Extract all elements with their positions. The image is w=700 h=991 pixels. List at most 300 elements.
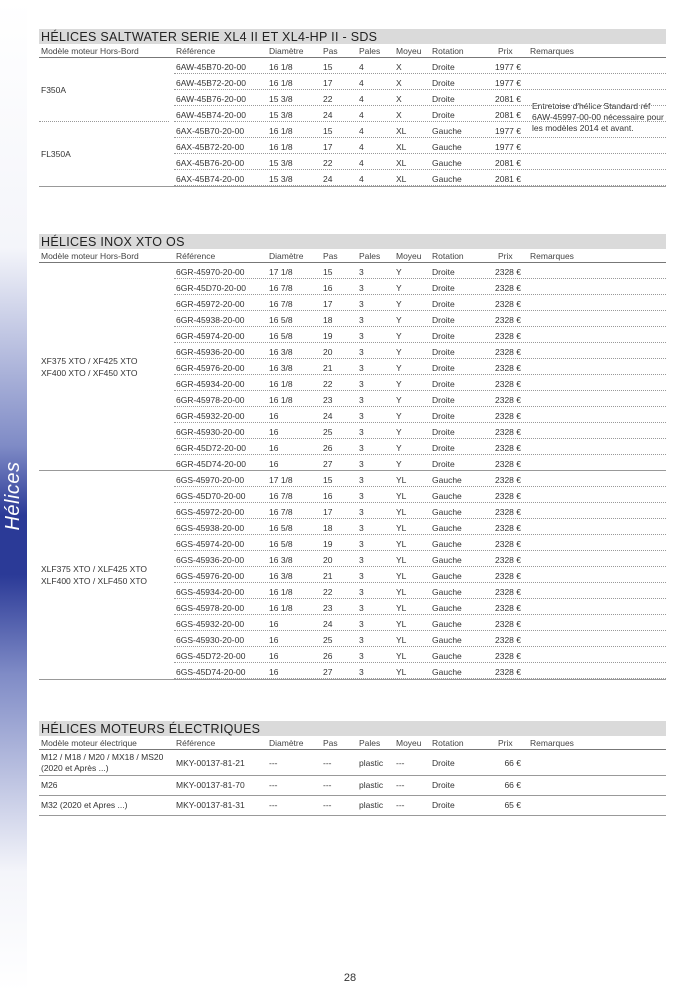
cell-price: 2328 €	[495, 459, 521, 469]
cell-price: 2328 €	[495, 315, 521, 325]
cell-hub: YL	[396, 571, 407, 581]
table-header	[39, 736, 666, 750]
cell-price: 2328 €	[495, 427, 521, 437]
cell-blades: 3	[359, 555, 364, 565]
cell-price: 2328 €	[495, 395, 521, 405]
model-name: XLF375 XTO / XLF425 XTO	[41, 564, 147, 574]
model-name: XF400 XTO / XF450 XTO	[41, 368, 138, 378]
cell-hub: Y	[396, 395, 402, 405]
cell-hub: YL	[396, 555, 407, 565]
header-diameter: Diamètre	[269, 46, 304, 56]
cell-pitch: ---	[323, 800, 332, 810]
cell-price: 2328 €	[495, 363, 521, 373]
table-row	[39, 311, 666, 327]
cell-price: 2328 €	[495, 379, 521, 389]
model-name: XF375 XTO / XF425 XTO	[41, 356, 138, 366]
cell-diameter: ---	[269, 758, 278, 768]
cell-hub: YL	[396, 619, 407, 629]
cell-pitch: 22	[323, 94, 333, 104]
cell-diameter: 16	[269, 619, 279, 629]
cell-hub: Y	[396, 459, 402, 469]
cell-pitch: 23	[323, 395, 333, 405]
cell-hub: X	[396, 78, 402, 88]
cell-reference: 6GS-45932-20-00	[176, 619, 245, 629]
table-row	[39, 154, 666, 170]
cell-hub: Y	[396, 331, 402, 341]
cell-diameter: 16 7/8	[269, 507, 293, 517]
table-row	[39, 439, 666, 455]
table-body	[39, 263, 666, 679]
cell-diameter: 16 1/8	[269, 587, 293, 597]
model-cell	[41, 752, 163, 774]
cell-price: 2328 €	[495, 491, 521, 501]
cell-pitch: ---	[323, 758, 332, 768]
cell-reference: 6GR-45972-20-00	[176, 299, 245, 309]
cell-price: 2328 €	[495, 283, 521, 293]
cell-reference: 6GS-45D72-20-00	[176, 651, 246, 661]
table-row	[39, 375, 666, 391]
table-bottom-rule	[39, 679, 666, 680]
header-remarks: Remarques	[530, 738, 574, 748]
cell-diameter: 17 1/8	[269, 267, 293, 277]
cell-hub: YL	[396, 491, 407, 501]
header-hub: Moyeu	[396, 251, 422, 261]
cell-hub: Y	[396, 267, 402, 277]
cell-rotation: Droite	[432, 110, 455, 120]
remark-text: Entretoise d'hélice Standard réf 6AW-45997-00-00 nécessaire pour les modèles 2014 et avant.	[532, 101, 664, 133]
table-body	[39, 58, 666, 186]
cell-reference: 6GS-45970-20-00	[176, 475, 245, 485]
cell-rotation: Droite	[432, 427, 455, 437]
cell-pitch: 24	[323, 110, 333, 120]
table-row	[39, 455, 666, 471]
cell-reference: MKY-00137-81-31	[176, 800, 245, 810]
cell-reference: MKY-00137-81-70	[176, 780, 245, 790]
cell-diameter: 16	[269, 651, 279, 661]
table-row	[39, 106, 666, 122]
cell-pitch: 22	[323, 587, 333, 597]
cell-reference: 6AW-45B70-20-00	[176, 62, 246, 72]
model-name: F350A	[41, 85, 67, 95]
cell-rotation: Droite	[432, 283, 455, 293]
cell-reference: 6AW-45B72-20-00	[176, 78, 246, 88]
cell-reference: 6GS-45976-20-00	[176, 571, 245, 581]
cell-rotation: Gauche	[432, 619, 462, 629]
section-title: HÉLICES SALTWATER SERIE XL4 II ET XL4-HP II - SDS	[39, 29, 666, 44]
cell-diameter: 15 3/8	[269, 94, 293, 104]
table-row	[39, 599, 666, 615]
cell-price: 2328 €	[495, 619, 521, 629]
table-row	[39, 647, 666, 663]
header-blades: Pales	[359, 251, 381, 261]
cell-rotation: Gauche	[432, 126, 462, 136]
cell-blades: 3	[359, 347, 364, 357]
section-inox-xto	[39, 234, 666, 679]
cell-diameter: 16 1/8	[269, 126, 293, 136]
cell-blades: 4	[359, 142, 364, 152]
table-row	[39, 487, 666, 503]
cell-pitch: 24	[323, 411, 333, 421]
table-row	[39, 631, 666, 647]
cell-pitch: 16	[323, 491, 333, 501]
cell-diameter: 16	[269, 667, 279, 677]
table-header	[39, 249, 666, 263]
cell-rotation: Gauche	[432, 523, 462, 533]
header-hub: Moyeu	[396, 738, 422, 748]
cell-blades: 3	[359, 411, 364, 421]
cell-rotation: Droite	[432, 267, 455, 277]
cell-blades: 3	[359, 267, 364, 277]
table-row	[39, 74, 666, 90]
table-row	[39, 359, 666, 375]
cell-rotation: Droite	[432, 94, 455, 104]
header-rotation: Rotation	[432, 46, 464, 56]
cell-diameter: 16 1/8	[269, 78, 293, 88]
model-cell	[41, 800, 127, 811]
cell-pitch: 21	[323, 571, 333, 581]
cell-reference: 6GR-45936-20-00	[176, 347, 245, 357]
cell-hub: X	[396, 110, 402, 120]
header-remarks: Remarques	[530, 251, 574, 261]
cell-diameter: 16 3/8	[269, 363, 293, 373]
header-reference: Référence	[176, 738, 216, 748]
cell-pitch: 17	[323, 142, 333, 152]
cell-blades: 3	[359, 523, 364, 533]
table-row	[39, 663, 666, 679]
cell-pitch: 25	[323, 635, 333, 645]
cell-pitch: 25	[323, 427, 333, 437]
cell-rotation: Gauche	[432, 635, 462, 645]
cell-hub: YL	[396, 603, 407, 613]
cell-price: 1977 €	[495, 62, 521, 72]
cell-diameter: 17 1/8	[269, 475, 293, 485]
header-price: Prix	[498, 738, 513, 748]
cell-hub: Y	[396, 443, 402, 453]
cell-rotation: Gauche	[432, 507, 462, 517]
model-name: XLF400 XTO / XLF450 XTO	[41, 576, 147, 586]
cell-rotation: Gauche	[432, 571, 462, 581]
cell-rotation: Gauche	[432, 651, 462, 661]
cell-price: 2328 €	[495, 299, 521, 309]
cell-blades: 3	[359, 619, 364, 629]
table-row	[39, 90, 666, 106]
cell-blades: 4	[359, 126, 364, 136]
table-row	[39, 295, 666, 311]
cell-pitch: 19	[323, 331, 333, 341]
section-electric	[39, 721, 666, 816]
cell-price: 2328 €	[495, 667, 521, 677]
header-model: Modèle moteur Hors-Bord	[41, 46, 139, 56]
table-row	[39, 551, 666, 567]
cell-rotation: Droite	[432, 459, 455, 469]
cell-reference: 6GR-45978-20-00	[176, 395, 245, 405]
cell-reference: 6GR-45970-20-00	[176, 267, 245, 277]
cell-rotation: Droite	[432, 411, 455, 421]
cell-rotation: Droite	[432, 363, 455, 373]
cell-diameter: 16 1/8	[269, 62, 293, 72]
cell-hub: X	[396, 62, 402, 72]
table-row	[39, 58, 666, 74]
table-row	[39, 535, 666, 551]
cell-price: 2328 €	[495, 651, 521, 661]
header-model: Modèle moteur électrique	[41, 738, 137, 748]
header-rotation: Rotation	[432, 251, 464, 261]
cell-blades: 3	[359, 443, 364, 453]
cell-blades: 3	[359, 475, 364, 485]
cell-price: 66 €	[504, 758, 521, 768]
header-model: Modèle moteur Hors-Bord	[41, 251, 139, 261]
table-row	[39, 327, 666, 343]
section-saltwater	[39, 29, 666, 186]
cell-diameter: 16 3/8	[269, 555, 293, 565]
cell-blades: 3	[359, 331, 364, 341]
cell-pitch: 15	[323, 267, 333, 277]
cell-pitch: 22	[323, 158, 333, 168]
cell-reference: 6GR-45D70-20-00	[176, 283, 246, 293]
cell-reference: 6GR-45D74-20-00	[176, 459, 246, 469]
cell-reference: 6GR-45D72-20-00	[176, 443, 246, 453]
cell-pitch: 17	[323, 78, 333, 88]
cell-reference: 6AX-45B72-20-00	[176, 142, 245, 152]
cell-reference: 6AX-45B76-20-00	[176, 158, 245, 168]
cell-hub: X	[396, 94, 402, 104]
cell-blades: 3	[359, 395, 364, 405]
cell-reference: 6GS-45930-20-00	[176, 635, 245, 645]
header-pitch: Pas	[323, 46, 338, 56]
cell-reference: 6GS-45938-20-00	[176, 523, 245, 533]
table-row	[39, 503, 666, 519]
cell-pitch: 22	[323, 379, 333, 389]
cell-rotation: Droite	[432, 331, 455, 341]
cell-reference: 6GR-45974-20-00	[176, 331, 245, 341]
cell-diameter: 16 7/8	[269, 283, 293, 293]
table-row	[39, 423, 666, 439]
cell-hub: YL	[396, 539, 407, 549]
table-row	[39, 796, 666, 816]
cell-blades: 3	[359, 379, 364, 389]
cell-blades: 4	[359, 158, 364, 168]
cell-hub: XL	[396, 158, 407, 168]
cell-price: 2081 €	[495, 94, 521, 104]
header-rotation: Rotation	[432, 738, 464, 748]
sidebar-label: Hélices	[2, 461, 24, 531]
cell-rotation: Droite	[432, 800, 455, 810]
cell-blades: 3	[359, 571, 364, 581]
cell-reference: 6GR-45934-20-00	[176, 379, 245, 389]
table-row	[39, 750, 666, 776]
cell-hub: ---	[396, 800, 405, 810]
cell-pitch: 16	[323, 283, 333, 293]
cell-blades: plastic	[359, 780, 384, 790]
cell-diameter: 16	[269, 411, 279, 421]
cell-diameter: 16 3/8	[269, 571, 293, 581]
cell-price: 2328 €	[495, 635, 521, 645]
table-row	[39, 407, 666, 423]
cell-rotation: Droite	[432, 62, 455, 72]
cell-reference: 6GS-45978-20-00	[176, 603, 245, 613]
cell-price: 2328 €	[495, 443, 521, 453]
cell-price: 1977 €	[495, 142, 521, 152]
cell-hub: YL	[396, 507, 407, 517]
model-name: (2020 et Après ...)	[41, 763, 109, 773]
cell-pitch: 26	[323, 651, 333, 661]
cell-hub: YL	[396, 667, 407, 677]
cell-reference: 6GS-45D70-20-00	[176, 491, 246, 501]
cell-rotation: Droite	[432, 78, 455, 88]
cell-price: 2081 €	[495, 174, 521, 184]
cell-diameter: 16	[269, 427, 279, 437]
model-name: M32 (2020 et Apres ...)	[41, 800, 128, 810]
cell-pitch: 20	[323, 555, 333, 565]
cell-rotation: Droite	[432, 443, 455, 453]
cell-reference: 6GS-45D74-20-00	[176, 667, 246, 677]
cell-pitch: 17	[323, 507, 333, 517]
cell-hub: Y	[396, 379, 402, 389]
table-row	[39, 170, 666, 186]
header-hub: Moyeu	[396, 46, 422, 56]
cell-reference: 6GS-45974-20-00	[176, 539, 245, 549]
cell-blades: 3	[359, 459, 364, 469]
cell-rotation: Droite	[432, 347, 455, 357]
table-row	[39, 138, 666, 154]
cell-diameter: 16 5/8	[269, 331, 293, 341]
table-row	[39, 122, 666, 138]
table-row	[39, 567, 666, 583]
cell-reference: 6GS-45936-20-00	[176, 555, 245, 565]
cell-blades: 4	[359, 110, 364, 120]
cell-blades: plastic	[359, 758, 384, 768]
cell-blades: 3	[359, 507, 364, 517]
cell-blades: 3	[359, 299, 364, 309]
table-row	[39, 263, 666, 279]
cell-price: 2328 €	[495, 411, 521, 421]
cell-pitch: 15	[323, 62, 333, 72]
header-price: Prix	[498, 251, 513, 261]
section-title: HÉLICES MOTEURS ÉLECTRIQUES	[39, 721, 666, 736]
cell-rotation: Gauche	[432, 539, 462, 549]
cell-pitch: 24	[323, 174, 333, 184]
cell-blades: 4	[359, 174, 364, 184]
cell-reference: 6AW-45B74-20-00	[176, 110, 246, 120]
cell-diameter: 16 1/8	[269, 379, 293, 389]
cell-pitch: 27	[323, 667, 333, 677]
cell-blades: 3	[359, 587, 364, 597]
table-row	[39, 391, 666, 407]
header-reference: Référence	[176, 251, 216, 261]
header-pitch: Pas	[323, 738, 338, 748]
cell-rotation: Droite	[432, 758, 455, 768]
page-number: 28	[343, 972, 357, 984]
cell-price: 2081 €	[495, 110, 521, 120]
cell-blades: 4	[359, 78, 364, 88]
cell-blades: plastic	[359, 800, 384, 810]
cell-hub: YL	[396, 587, 407, 597]
cell-pitch: 20	[323, 347, 333, 357]
cell-pitch: 27	[323, 459, 333, 469]
table-row	[39, 519, 666, 535]
header-diameter: Diamètre	[269, 251, 304, 261]
cell-reference: MKY-00137-81-21	[176, 758, 245, 768]
cell-blades: 3	[359, 283, 364, 293]
table-header	[39, 44, 666, 58]
cell-blades: 3	[359, 651, 364, 661]
header-blades: Pales	[359, 738, 381, 748]
cell-diameter: 15 3/8	[269, 110, 293, 120]
cell-rotation: Gauche	[432, 587, 462, 597]
section-title: HÉLICES INOX XTO OS	[39, 234, 666, 249]
cell-pitch: 23	[323, 603, 333, 613]
cell-reference: 6GS-45972-20-00	[176, 507, 245, 517]
cell-blades: 3	[359, 539, 364, 549]
cell-diameter: 16	[269, 635, 279, 645]
cell-hub: YL	[396, 635, 407, 645]
cell-rotation: Droite	[432, 315, 455, 325]
sidebar-band	[0, 0, 27, 991]
header-reference: Référence	[176, 46, 216, 56]
cell-diameter: 15 3/8	[269, 174, 293, 184]
cell-rotation: Droite	[432, 379, 455, 389]
cell-hub: ---	[396, 780, 405, 790]
cell-price: 2328 €	[495, 571, 521, 581]
cell-diameter: 16 5/8	[269, 523, 293, 533]
cell-hub: XL	[396, 174, 407, 184]
cell-diameter: 16	[269, 459, 279, 469]
cell-hub: Y	[396, 283, 402, 293]
cell-hub: YL	[396, 651, 407, 661]
cell-diameter: 16 1/8	[269, 603, 293, 613]
cell-reference: 6GS-45934-20-00	[176, 587, 245, 597]
cell-price: 2328 €	[495, 475, 521, 485]
cell-pitch: 18	[323, 315, 333, 325]
model-name: FL350A	[41, 149, 71, 159]
cell-blades: 3	[359, 315, 364, 325]
cell-reference: 6GR-45930-20-00	[176, 427, 245, 437]
cell-price: 2081 €	[495, 158, 521, 168]
cell-price: 2328 €	[495, 555, 521, 565]
header-diameter: Diamètre	[269, 738, 304, 748]
table-body	[39, 750, 666, 816]
cell-rotation: Gauche	[432, 142, 462, 152]
table-row	[39, 776, 666, 796]
cell-blades: 3	[359, 667, 364, 677]
cell-blades: 3	[359, 363, 364, 373]
cell-hub: ---	[396, 758, 405, 768]
cell-diameter: ---	[269, 800, 278, 810]
cell-pitch: 19	[323, 539, 333, 549]
cell-pitch: 18	[323, 523, 333, 533]
model-name: M26	[41, 780, 58, 790]
cell-blades: 3	[359, 603, 364, 613]
table-row	[39, 615, 666, 631]
cell-pitch: ---	[323, 780, 332, 790]
header-remarks: Remarques	[530, 46, 574, 56]
cell-rotation: Droite	[432, 299, 455, 309]
header-pitch: Pas	[323, 251, 338, 261]
cell-hub: Y	[396, 411, 402, 421]
cell-diameter: 15 3/8	[269, 158, 293, 168]
cell-blades: 4	[359, 62, 364, 72]
cell-price: 2328 €	[495, 507, 521, 517]
cell-diameter: 16 5/8	[269, 539, 293, 549]
cell-rotation: Gauche	[432, 603, 462, 613]
cell-diameter: 16 7/8	[269, 299, 293, 309]
cell-price: 2328 €	[495, 347, 521, 357]
cell-diameter: 16 5/8	[269, 315, 293, 325]
cell-rotation: Gauche	[432, 491, 462, 501]
cell-rotation: Gauche	[432, 475, 462, 485]
cell-blades: 3	[359, 427, 364, 437]
cell-reference: 6GR-45976-20-00	[176, 363, 245, 373]
